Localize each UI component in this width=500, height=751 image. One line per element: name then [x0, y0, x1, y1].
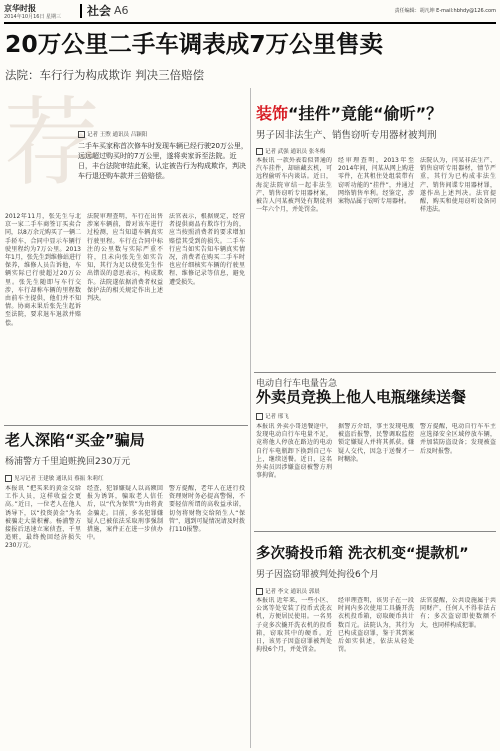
- story3-body-col3: 警方提醒，电动自行车车主应选择安全区域停放车辆，并加装防盗设备；发现被盗后及时报警。: [420, 423, 496, 455]
- section-divider: [254, 372, 496, 373]
- byline-marker-icon: [256, 588, 263, 595]
- section-divider: [4, 425, 248, 426]
- issue-date: 2014年10月16日 星期三: [4, 14, 62, 20]
- story5-body-col2: 经审理查明，该男子在一段时间内多次使用工具撬开洗衣机投币箱，窃取硬币共计数百元。法院认为，其行为已构成盗窃罪，鉴于其到案后如实供述，依法从轻处罚。: [338, 597, 414, 654]
- story4-byline: 见习记者 王建敏 通讯员 蔡振 朱莉红: [5, 474, 104, 482]
- story3-headline: 外卖员竞换上他人电瓶继续送餐: [256, 388, 467, 406]
- paper-name: 京华时报: [4, 3, 36, 13]
- story4-subheadline: 杨浦警方千里追赃挽回230万元: [5, 457, 131, 467]
- story5-body-col3: 法官提醒，公共设施属于共同财产，任何人不得非法占有；多次盗窃即使数额不大，也同样构成犯罪。: [420, 597, 496, 629]
- story2-subheadline: 男子因非法生产、销售窃听专用器材被判刑: [256, 130, 437, 141]
- story2-body-col3: 法院认为，闫某非法生产、销售窃听专用器材，情节严重，其行为已构成非法生产、销售间谍专用器材罪，遂作出上述判决。法官提醒，购买和使用窃听设备同样违法。: [420, 157, 496, 214]
- story4-headline: 老人深陷“买金”骗局: [5, 431, 145, 449]
- story5-body-col1: 本报讯 近年来，一些小区、公寓等处安装了投币式洗衣机，方便居民使用。一名男子竟多次撬开洗衣机的投币箱，窃取其中的硬币。近日，该男子因盗窃罪被判处拘役6个月，并处罚金。: [256, 597, 332, 654]
- story2-headline: [256, 104, 442, 124]
- editor-info: 责任编辑：胡凡坤 E-mail:hbhdy@126.com: [394, 8, 496, 14]
- story5-subheadline: 男子因盗窃罪被判处拘役6个月: [256, 570, 379, 580]
- lead-byline: 记者 王煦 通讯员 吕颖阳: [78, 130, 147, 138]
- section-name: 社会: [80, 4, 111, 18]
- lead-body-col2: 法院审理查明，车行在出售涉案车辆前，曾对该车进行过检测，应当知道车辆真实行驶里程。车行在合同中标注的公里数与实际严重不符，且未向张先生如实告知，其行为足以使张先生作出错误的意思表示，构成欺诈。法院遂依据消费者权益保护法的相关规定作出上述判决。: [87, 213, 163, 303]
- story3-body-col2: 据警方介绍，事主发现电瓶被盗后报警，民警调取监控锁定嫌疑人并将其抓获。嫌疑人交代，因急于送餐才一时糊涂。: [338, 423, 414, 463]
- story5-headline: 多次骑投币箱 洗衣机变“提款机”: [256, 546, 469, 562]
- story4-body-col2: 经查，犯罪嫌疑人以高额回报为诱饵，骗取老人信任后，以“代为保管”为由将黄金骗走。目前，多名犯罪嫌疑人已被依法采取刑事强制措施，案件正在进一步侦办中。: [87, 485, 163, 542]
- story5-byline: 记者 李文 通讯员 郭晨: [256, 587, 320, 595]
- lead-headline: 20万公里二手车调表成7万公里售卖: [5, 30, 384, 58]
- lead-intro: 二手车买家称首次修车时发现车辆已经行驶20万公里，远远超过购买时的7万公里，遂将卖家诉至法院。近日，丰台法院审结此案，认定被告行为构成欺诈，判决车行退还购车款并三倍赔偿。: [78, 142, 248, 180]
- column-divider: [250, 88, 251, 748]
- story2-byline: 记者 武强 通讯员 张冬梅: [256, 147, 325, 155]
- story2-headline-accent: 装饰: [256, 104, 289, 123]
- lead-body-col3: 法官表示，根据规定，经营者提供商品有欺诈行为的，应当按照消费者的要求增加赔偿其受到的损失。二手车行应当如实告知车辆真实情况，消费者在购买二手车时也应仔细核实车辆的行驶里程、维修记录等信息，避免遭受损失。: [169, 213, 245, 286]
- lead-body-col1: 2012年11月，张先生与北京一家二手车商签订买卖合同，以8万余元购买了一辆二手轿车，合同中显示车辆行驶里程约为7万公里。2013年1月，张先生到维修站进行保养，维修人员告诉他，车辆实际已行驶超过20万公里。张先生随即与车行交涉，车行却称车辆的里程数由前车主提供，他们并不知情。协商未果后张先生起诉至法院，要求退车退款并赔偿。: [5, 213, 81, 327]
- masthead: [4, 3, 496, 21]
- header-rule: [4, 22, 496, 24]
- byline-marker-icon: [78, 131, 85, 138]
- story3-kicker: 电动自行车电量告急: [256, 379, 338, 389]
- byline-marker-icon: [256, 148, 263, 155]
- story3-byline: 记者 邢飞: [256, 412, 289, 420]
- story4-body-col1: 本报讯 “把买来的黄金交给工作人员，这样收益会更高。”近日，一位老人在他人诱导下，以“投资黄金”为名被骗走大量积蓄。杨浦警方接报后迅速立案侦查，千里追赃，最终挽回经济损失230万元。: [5, 485, 81, 550]
- story2-body-col2: 经审理查明，2013年至2014年间，闫某从网上购进零件，在其租住处组装带有窃听功能的“挂件”，并通过网络销售牟利。经鉴定，涉案物品属于窃听专用器材。: [338, 157, 414, 206]
- page-number: A6: [114, 4, 129, 17]
- byline-marker-icon: [256, 413, 263, 420]
- story3-body-col1: 本报讯 外卖小哥送餐途中，发现电动自行车电量不足，竟将他人停放在路边的电动自行车电瓶卸下换到自己车上，继续送餐。近日，这名外卖员因涉嫌盗窃被警方刑事拘留。: [256, 423, 332, 480]
- byline-marker-icon: [5, 475, 12, 482]
- story2-body-col1: 本报讯 一款外表看似普通的汽车挂件，却暗藏玄机，可远程偷听车内谈话。近日，海淀法院审结一起非法生产、销售窃听专用器材案，被告人闫某被判处有期徒刑一年六个月，并处罚金。: [256, 157, 332, 214]
- lead-subheadline: 法院：车行行为构成欺诈 判决三倍赔偿: [5, 68, 205, 82]
- lead-background-character: 荐: [4, 87, 100, 199]
- story4-body-col3: 警方提醒，老年人在进行投资理财时务必提高警惕，不要轻信所谓的高收益承诺，切勿将财物交给陌生人“保管”，遇到可疑情况请及时拨打110报警。: [169, 485, 245, 534]
- story2-headline-main: “挂件”竟能“偷听”？: [288, 104, 443, 123]
- section-divider: [254, 531, 496, 532]
